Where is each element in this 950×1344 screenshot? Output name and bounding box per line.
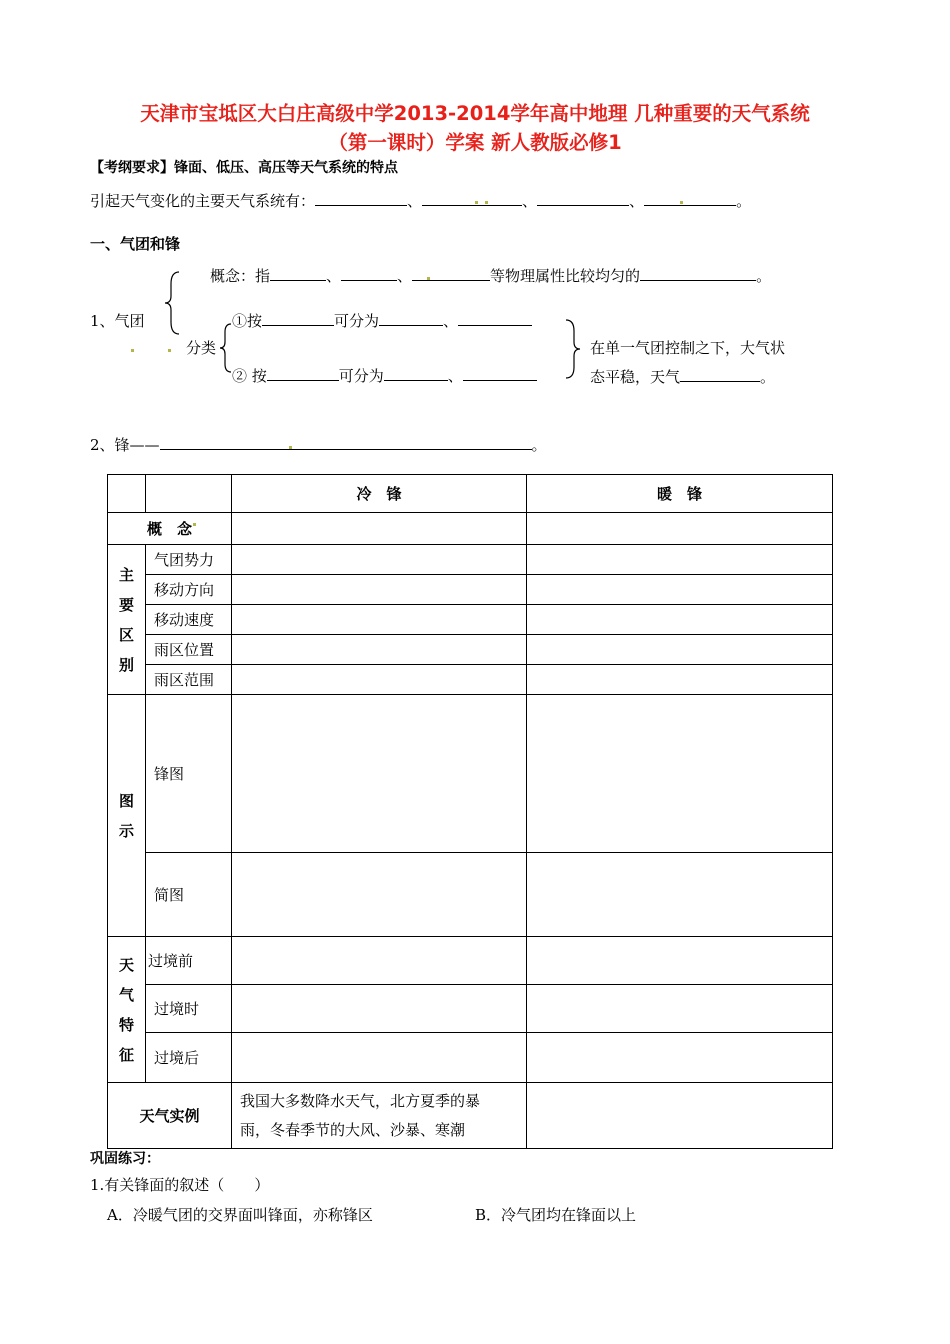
blank — [412, 266, 490, 281]
concept-line — [210, 265, 771, 286]
row-label: 移动方向 — [146, 575, 232, 605]
blank — [267, 366, 339, 381]
practice-heading: 巩固练习： — [90, 1151, 160, 1167]
requirement-label: 【考纲要求】 — [90, 160, 174, 176]
group-char: 主 — [118, 565, 134, 584]
sep: 、 — [447, 367, 463, 385]
blank — [644, 191, 736, 206]
cold-front-header: 冷 锋 — [232, 475, 527, 513]
blank — [262, 311, 334, 326]
classify-line-1 — [232, 310, 532, 331]
group-char: 区 — [118, 625, 134, 644]
answer-cell[interactable] — [527, 985, 833, 1033]
cls2-mid: 可分为 — [338, 367, 384, 385]
answer-cell[interactable] — [232, 575, 527, 605]
answer-cell[interactable] — [527, 605, 833, 635]
stray-dot — [193, 523, 196, 526]
group-diagram — [108, 695, 146, 937]
exam-requirement — [90, 157, 398, 177]
row-label: 雨区位置 — [146, 635, 232, 665]
blank — [315, 191, 407, 206]
table-row — [108, 853, 833, 937]
requirement-text: 锋面、低压、高压等天气系统的特点 — [174, 160, 398, 176]
answer-cell[interactable] — [527, 545, 833, 575]
concept-mid: 等物理属性比较均匀的 — [490, 267, 641, 285]
answer-cell[interactable] — [527, 1083, 833, 1149]
blank — [341, 266, 397, 281]
stray-dot — [168, 349, 171, 352]
question-1-option-b[interactable]: B．冷气团均在锋面以上 — [475, 1206, 637, 1224]
row-label: 过境前 — [146, 937, 232, 985]
answer-cell[interactable] — [527, 937, 833, 985]
example-line: 雨，冬春季节的大风、沙暴、寒潮 — [240, 1120, 466, 1139]
answer-cell[interactable] — [232, 665, 527, 695]
answer-cell[interactable] — [232, 545, 527, 575]
note-lead: 态平稳，天气 — [590, 368, 681, 386]
answer-cell[interactable] — [232, 605, 527, 635]
empty-cell — [146, 475, 232, 513]
group-char: 要 — [118, 595, 134, 614]
example-cold-cell — [232, 1083, 527, 1149]
group-char: 特 — [118, 1015, 134, 1034]
table-row — [108, 665, 833, 695]
group-char: 气 — [118, 985, 134, 1004]
table-header-row — [108, 475, 833, 513]
end: 。 — [531, 436, 547, 454]
note-line-2 — [590, 366, 775, 387]
blank — [270, 266, 326, 281]
answer-cell[interactable] — [527, 635, 833, 665]
table-row — [108, 695, 833, 853]
intro-line — [90, 190, 751, 211]
blank — [379, 311, 443, 326]
answer-cell[interactable] — [527, 575, 833, 605]
answer-cell[interactable] — [527, 1033, 833, 1083]
table-row — [108, 513, 833, 545]
row-label: 简图 — [146, 853, 232, 937]
answer-cell[interactable] — [232, 985, 527, 1033]
group-char: 图 — [118, 791, 134, 810]
table-row — [108, 985, 833, 1033]
group-char: 示 — [118, 821, 134, 840]
row-label: 气团势力 — [146, 545, 232, 575]
sep: 、 — [397, 267, 413, 285]
title-line-2: （第一课时）学案 新人教版必修1 — [328, 131, 622, 154]
blank — [160, 435, 532, 450]
blank — [458, 311, 532, 326]
row-label: 锋图 — [146, 695, 232, 853]
table-row — [108, 605, 833, 635]
table-row — [108, 1083, 833, 1149]
table-row — [108, 575, 833, 605]
front-label: 2、锋—— — [90, 436, 160, 454]
drawing-cell[interactable] — [232, 853, 527, 937]
brace-icon — [219, 322, 233, 374]
blank — [384, 366, 448, 381]
note-line-1: 在单一气团控制之下，大气状 — [590, 339, 786, 357]
blank — [537, 191, 629, 206]
drawing-cell[interactable] — [527, 853, 833, 937]
blank — [680, 367, 760, 382]
group-char: 别 — [118, 655, 134, 674]
example-label: 天气实例 — [108, 1083, 232, 1149]
classify-label: 分类 — [186, 339, 217, 357]
stray-dot — [131, 349, 134, 352]
concept-label: 概 念 — [108, 513, 232, 545]
drawing-cell[interactable] — [527, 695, 833, 853]
blank — [422, 191, 522, 206]
table-row — [108, 545, 833, 575]
end: 。 — [760, 368, 776, 386]
section-heading: 一、气团和锋 — [90, 235, 181, 253]
answer-cell[interactable] — [232, 1033, 527, 1083]
cls1-lead: ①按 — [232, 312, 263, 330]
table-row — [108, 1033, 833, 1083]
question-1: 1.有关锋面的叙述（ ） — [90, 1176, 270, 1194]
stray-dot — [485, 201, 488, 204]
table-row — [108, 635, 833, 665]
answer-cell[interactable] — [527, 513, 833, 545]
question-1-option-a[interactable]: A．冷暖气团的交界面叫锋面，亦称锋区 — [107, 1206, 373, 1224]
row-label: 移动速度 — [146, 605, 232, 635]
row-label: 过境时 — [146, 985, 232, 1033]
front-line — [90, 434, 547, 455]
stray-dot — [427, 277, 430, 280]
table-row — [108, 937, 833, 985]
front-comparison-table — [107, 474, 833, 1149]
sep: 、 — [629, 192, 645, 210]
title-line-1: 天津市宝坻区大白庄高级中学2013-2014学年高中地理 几种重要的天气系统 — [140, 102, 810, 125]
stray-dot — [475, 201, 478, 204]
concept-lead: 概念：指 — [210, 267, 271, 285]
cls1-mid: 可分为 — [334, 312, 380, 330]
answer-cell[interactable] — [232, 937, 527, 985]
answer-cell[interactable] — [527, 665, 833, 695]
drawing-cell[interactable] — [232, 695, 527, 853]
stray-dot — [289, 446, 292, 449]
row-label: 雨区范围 — [146, 665, 232, 695]
sep: 、 — [326, 267, 342, 285]
example-line: 我国大多数降水天气，北方夏季的暴 — [240, 1091, 481, 1110]
end: 。 — [736, 192, 752, 210]
group-weather-features — [108, 937, 146, 1083]
closing-brace-icon — [563, 318, 583, 380]
end: 。 — [756, 267, 772, 285]
brace-icon — [163, 270, 183, 336]
row-label: 过境后 — [146, 1033, 232, 1083]
classify-line-2 — [232, 365, 537, 386]
warm-front-header: 暖 锋 — [527, 475, 833, 513]
sep: 、 — [522, 192, 538, 210]
answer-cell[interactable] — [232, 513, 527, 545]
empty-cell — [108, 475, 146, 513]
answer-cell[interactable] — [232, 635, 527, 665]
stray-dot — [680, 201, 683, 204]
intro-lead: 引起天气变化的主要天气系统有： — [90, 192, 316, 210]
cls2-lead: ② 按 — [232, 367, 267, 385]
blank — [640, 266, 756, 281]
sep: 、 — [443, 312, 459, 330]
group-char: 天 — [118, 955, 134, 974]
sep: 、 — [407, 192, 423, 210]
group-char: 征 — [118, 1045, 134, 1064]
airmass-label: 1、气团 — [90, 312, 145, 330]
blank — [463, 366, 537, 381]
group-main-difference — [108, 545, 146, 695]
